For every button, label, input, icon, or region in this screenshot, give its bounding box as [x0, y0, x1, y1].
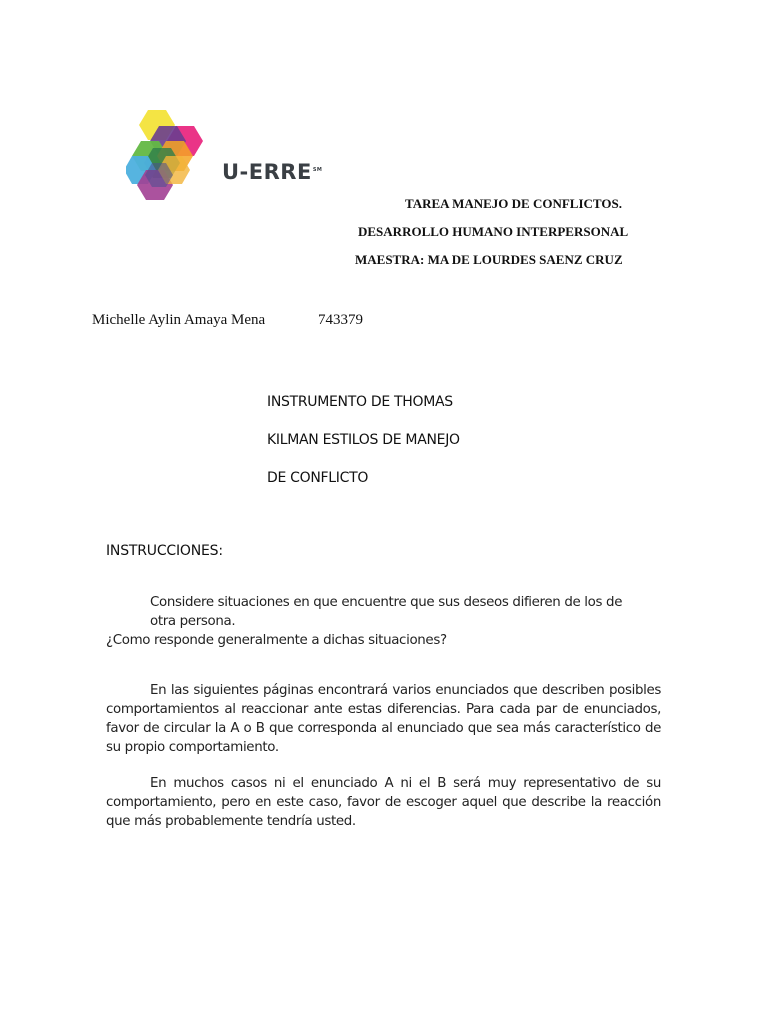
- instructions-paragraph-1: [106, 593, 661, 650]
- document-title-line-2: KILMAN ESTILOS DE MANEJO: [267, 432, 460, 448]
- instructions-heading: INSTRUCCIONES:: [106, 543, 223, 559]
- instructions-paragraph-1-line-2: otra persona.: [150, 614, 236, 629]
- instructions-paragraph-3: En muchos casos ni el enunciado A ni el B será muy representativo de su comportamiento, pero en este caso, favor de escoger aquel que describe la reacción que más probablemente tendría usted.: [106, 776, 661, 829]
- logo-wordmark-text: U-ERRE: [222, 160, 312, 184]
- logo-wordmark: [222, 160, 322, 184]
- student-id: 743379: [318, 312, 363, 328]
- instructions-paragraph-2: En las siguientes páginas encontrará varios enunciados que describen posibles comportamientos al reaccionar ante estas diferencias. Para cada par de enunciados, favor de circular la A o B que corresponda al enunciado que sea más característico de su propio comportamiento.: [106, 683, 661, 755]
- u-erre-logo: [126, 108, 356, 212]
- header-teacher-name: MAESTRA: MA DE LOURDES SAENZ CRUZ: [355, 252, 623, 267]
- instructions-paragraph-1-line-1: Considere situaciones en que encuentre que sus deseos difieren de los de: [150, 595, 623, 610]
- logo-trademark: SM: [312, 167, 323, 173]
- instructions-question: ¿Como responde generalmente a dichas situaciones?: [106, 633, 447, 648]
- document-title-line-3: DE CONFLICTO: [267, 470, 369, 486]
- document-title-line-1: INSTRUMENTO DE THOMAS: [267, 394, 453, 410]
- header-course-name: DESARROLLO HUMANO INTERPERSONAL: [358, 224, 629, 239]
- student-name: Michelle Aylin Amaya Mena: [92, 312, 266, 328]
- header-assignment-title: TAREA MANEJO DE CONFLICTOS.: [405, 196, 622, 211]
- hexagon-cluster-icon: [126, 108, 226, 212]
